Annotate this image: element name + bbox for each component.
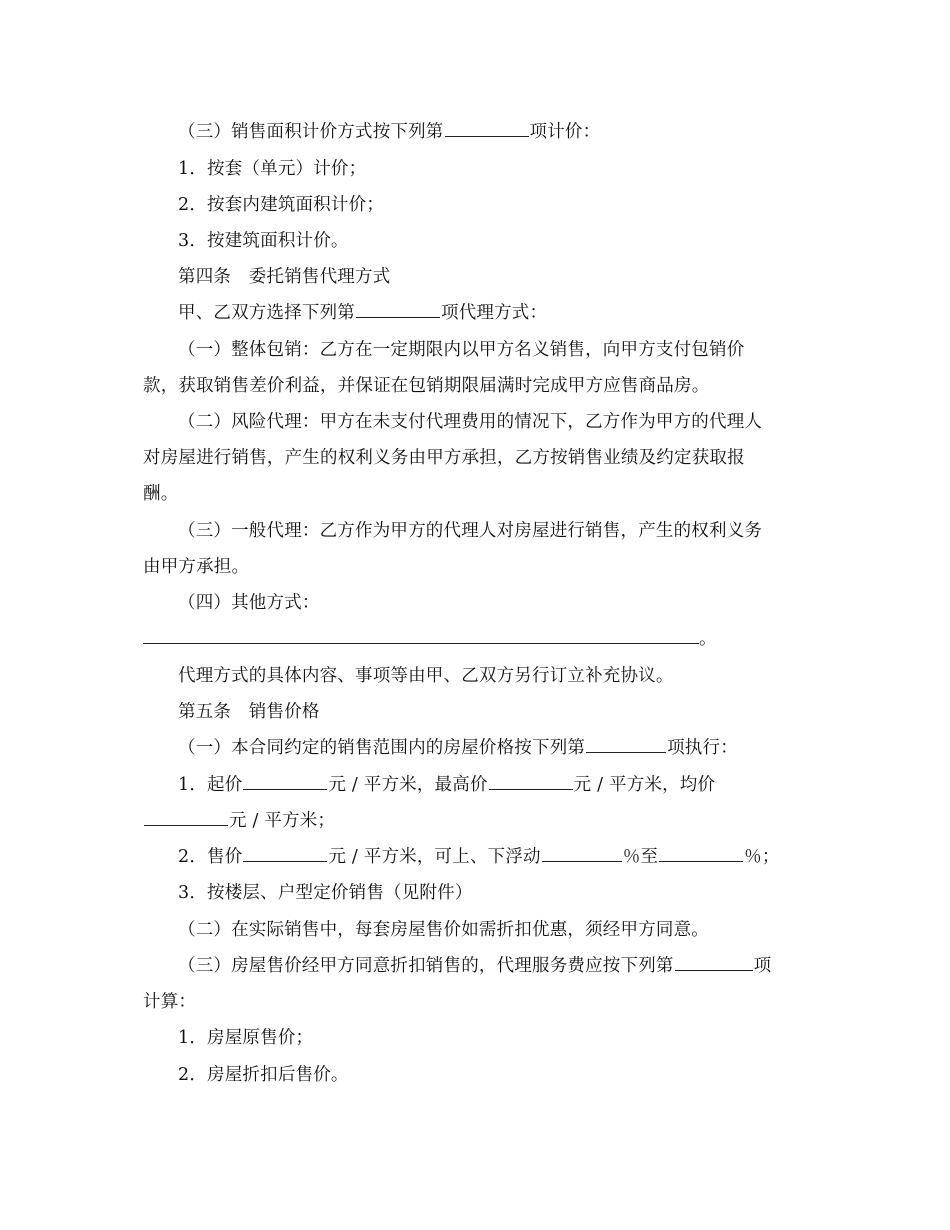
paragraph-line xyxy=(143,736,803,760)
text: （三）销售面积计价方式按下列第 xyxy=(178,122,444,142)
text: 款，获取销售差价利益，并保证在包销期限届满时完成甲方应售商品房。 xyxy=(143,376,710,396)
text: 由甲方承担。 xyxy=(143,557,250,577)
text: 项代理方式： xyxy=(441,303,548,323)
fill-blank[interactable] xyxy=(144,809,228,826)
list-item-continued xyxy=(143,809,803,833)
list-item xyxy=(143,881,803,905)
paragraph-line xyxy=(143,120,803,144)
fill-blank-long[interactable] xyxy=(143,627,699,644)
list-item xyxy=(143,773,803,797)
paragraph-line xyxy=(143,591,803,615)
paragraph-line xyxy=(143,990,803,1014)
text: 。 xyxy=(699,629,717,649)
text: 代理方式的具体内容、事项等由甲、乙双方另行订立补充协议。 xyxy=(178,666,674,686)
text: 甲、乙双方选择下列第 xyxy=(178,303,355,323)
fill-blank[interactable] xyxy=(445,120,529,137)
paragraph-line xyxy=(143,482,803,506)
text: 1．按套（单元）计价； xyxy=(178,159,367,179)
paragraph-line xyxy=(143,664,803,688)
list-item xyxy=(143,1026,803,1050)
text: 2．售价 xyxy=(178,847,243,867)
text: 第五条 销售价格 xyxy=(178,702,320,722)
paragraph-line xyxy=(143,410,803,434)
text: 元 / 平方米，最高价 xyxy=(328,775,488,795)
text: 3．按楼层、户型定价销售（见附件） xyxy=(178,883,473,903)
fill-blank[interactable] xyxy=(542,845,622,862)
fill-blank[interactable] xyxy=(675,954,753,971)
paragraph-line xyxy=(143,374,803,398)
text: 项计价： xyxy=(529,122,601,142)
fill-blank[interactable] xyxy=(356,301,440,318)
paragraph-line xyxy=(143,627,803,651)
list-item xyxy=(143,193,803,217)
section-heading xyxy=(143,265,803,289)
text: （一）本合同约定的销售范围内的房屋价格按下列第 xyxy=(178,738,586,758)
fill-blank[interactable] xyxy=(659,845,743,862)
paragraph-line xyxy=(143,338,803,362)
text: （三）一般代理：乙方作为甲方的代理人对房屋进行销售，产生的权利义务 xyxy=(178,521,763,541)
text: ％； xyxy=(744,847,780,867)
list-item xyxy=(143,845,803,869)
list-item xyxy=(143,157,803,181)
text: （二）在实际销售中，每套房屋售价如需折扣优惠，须经甲方同意。 xyxy=(178,920,709,940)
text: 第四条 委托销售代理方式 xyxy=(178,267,391,287)
text: 酬。 xyxy=(143,484,179,504)
text: 3．按建筑面积计价。 xyxy=(178,231,349,251)
text: （二）风险代理：甲方在未支付代理费用的情况下，乙方作为甲方的代理人 xyxy=(178,412,763,432)
fill-blank[interactable] xyxy=(586,736,666,753)
fill-blank[interactable] xyxy=(243,845,327,862)
text: 项执行： xyxy=(667,738,738,758)
paragraph-line xyxy=(143,301,803,325)
text: 对房屋进行销售，产生的权利义务由甲方承担，乙方按销售业绩及约定获取报 xyxy=(143,448,745,468)
fill-blank[interactable] xyxy=(489,773,573,790)
paragraph-line xyxy=(143,954,803,978)
text: 2．房屋折扣后售价。 xyxy=(178,1065,349,1085)
text: 1．起价 xyxy=(178,775,243,795)
list-item xyxy=(143,1063,803,1087)
paragraph-line xyxy=(143,918,803,942)
text: 2．按套内建筑面积计价； xyxy=(178,195,385,215)
section-heading xyxy=(143,700,803,724)
fill-blank[interactable] xyxy=(243,773,327,790)
text: 元 / 平方米，可上、下浮动 xyxy=(328,847,541,867)
text: 元 / 平方米，均价 xyxy=(573,775,716,795)
list-item xyxy=(143,229,803,253)
paragraph-line xyxy=(143,555,803,579)
text: （三）房屋售价经甲方同意折扣销售的，代理服务费应按下列第 xyxy=(178,956,674,976)
text: 1．房屋原售价； xyxy=(178,1028,314,1048)
text: ％至 xyxy=(622,847,659,867)
text: （四）其他方式： xyxy=(178,593,320,613)
text: （一）整体包销：乙方在一定期限内以甲方名义销售，向甲方支付包销价 xyxy=(178,340,745,360)
text: 元 / 平方米； xyxy=(229,811,336,831)
paragraph-line xyxy=(143,446,803,470)
paragraph-line xyxy=(143,519,803,543)
text: 计算： xyxy=(143,992,197,1012)
text: 项 xyxy=(753,956,772,976)
